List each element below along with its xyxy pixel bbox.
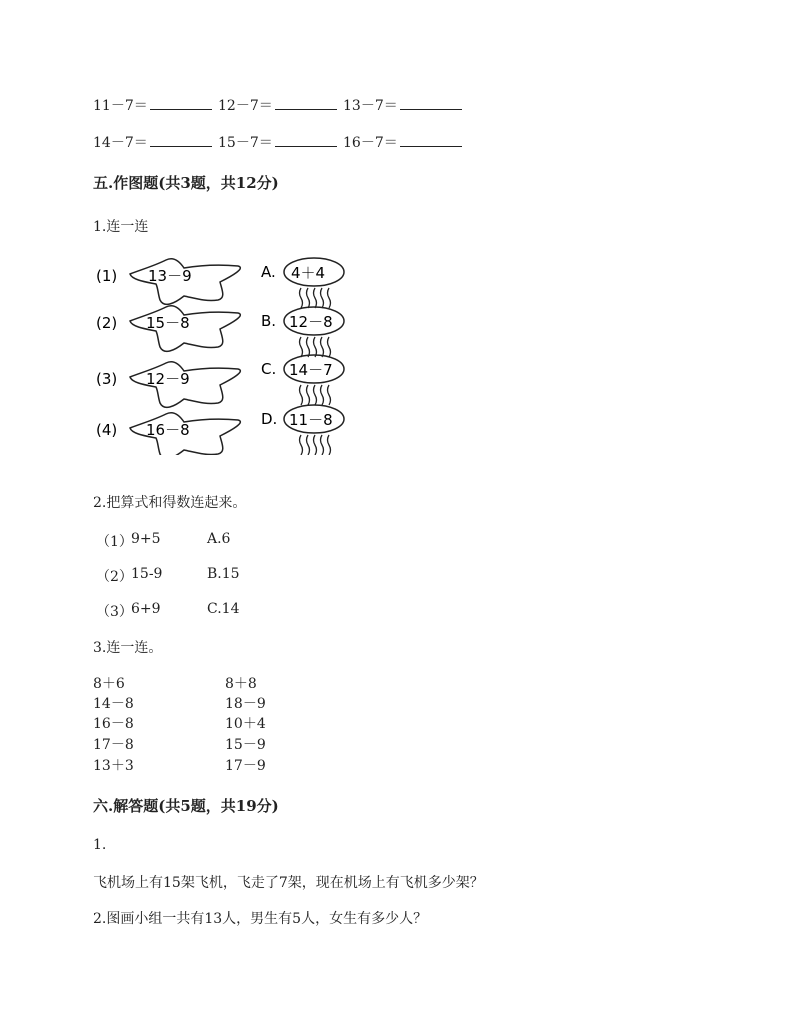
left-expression[interactable]: 8＋6 [93,676,125,692]
equation-row-1 [343,95,462,115]
item-number: （3） [96,604,133,620]
question-number: 1. [93,837,107,853]
right-expression[interactable]: 8＋8 [225,676,257,692]
item-expression[interactable]: 9+5 [131,531,161,547]
equation: 13－7＝ [343,98,398,114]
jellyfish-label: C. [261,360,277,378]
item-answer[interactable]: C.14 [207,601,240,617]
left-expression[interactable]: 17－8 [93,737,134,753]
section-heading: 五.作图题(共3题，共12分) [93,174,279,192]
matching-figure [88,250,358,455]
list-item [96,531,133,551]
question-title: 1.连一连 [93,219,149,235]
jellyfish-label: B. [261,312,277,330]
item-number: （2） [96,569,133,585]
star-shape-2[interactable] [96,306,240,352]
jellyfish-expression: 4＋4 [291,264,326,282]
question-title: 3.连一连。 [93,640,163,656]
star-shape-4[interactable] [96,413,240,455]
equation: 16－7＝ [343,135,398,151]
right-expression[interactable]: 17－9 [225,758,266,774]
star-shape-3[interactable] [96,362,240,408]
equation-row-2 [218,132,337,152]
question-text: 飞机场上有15架飞机，飞走了7架，现在机场上有飞机多少架？ [93,875,484,891]
question-title: 2.把算式和得数连起来。 [93,495,247,511]
left-expression[interactable]: 13＋3 [93,758,134,774]
question-text: 2.图画小组一共有13人，男生有5人，女生有多少人？ [93,911,428,927]
answer-blank[interactable] [275,134,337,147]
equation: 15－7＝ [218,135,273,151]
item-expression[interactable]: 15-9 [131,566,163,582]
item-number: （1） [96,534,133,550]
jellyfish-shape-d[interactable] [261,405,344,455]
jellyfish-label: D. [261,410,278,428]
list-item [96,566,133,586]
equation-row-1 [218,95,337,115]
jellyfish-expression: 12－8 [289,313,333,331]
left-expression[interactable]: 14－8 [93,696,134,712]
star-expression: 12－9 [146,370,190,388]
equation: 11－7＝ [93,98,148,114]
star-label: (2) [96,314,118,332]
star-expression: 13－9 [148,267,192,285]
star-label: (3) [96,370,118,388]
list-item [96,601,133,621]
jellyfish-expression: 14－7 [289,361,333,379]
item-answer[interactable]: A.6 [207,531,231,547]
jellyfish-shape-c[interactable] [261,355,344,405]
jellyfish-expression: 11－8 [289,411,333,429]
star-label: (4) [96,421,118,439]
answer-blank[interactable] [400,134,462,147]
equation: 12－7＝ [218,98,273,114]
jellyfish-label: A. [261,263,276,281]
jellyfish-shape-a[interactable] [261,258,344,308]
equation-row-1 [93,95,212,115]
jellyfish-shape-b[interactable] [261,307,344,357]
right-expression[interactable]: 10＋4 [225,716,266,732]
star-expression: 16－8 [146,421,190,439]
equation: 14－7＝ [93,135,148,151]
answer-blank[interactable] [275,97,337,110]
answer-blank[interactable] [150,97,212,110]
answer-blank[interactable] [400,97,462,110]
section-heading: 六.解答题(共5题，共19分) [93,797,279,815]
star-expression: 15－8 [146,314,190,332]
star-label: (1) [96,267,118,285]
right-expression[interactable]: 18－9 [225,696,266,712]
equation-row-2 [93,132,212,152]
answer-blank[interactable] [150,134,212,147]
equation-row-2 [343,132,462,152]
item-answer[interactable]: B.15 [207,566,240,582]
right-expression[interactable]: 15－9 [225,737,266,753]
item-expression[interactable]: 6+9 [131,601,161,617]
star-shape-1[interactable] [96,259,240,305]
left-expression[interactable]: 16－8 [93,716,134,732]
